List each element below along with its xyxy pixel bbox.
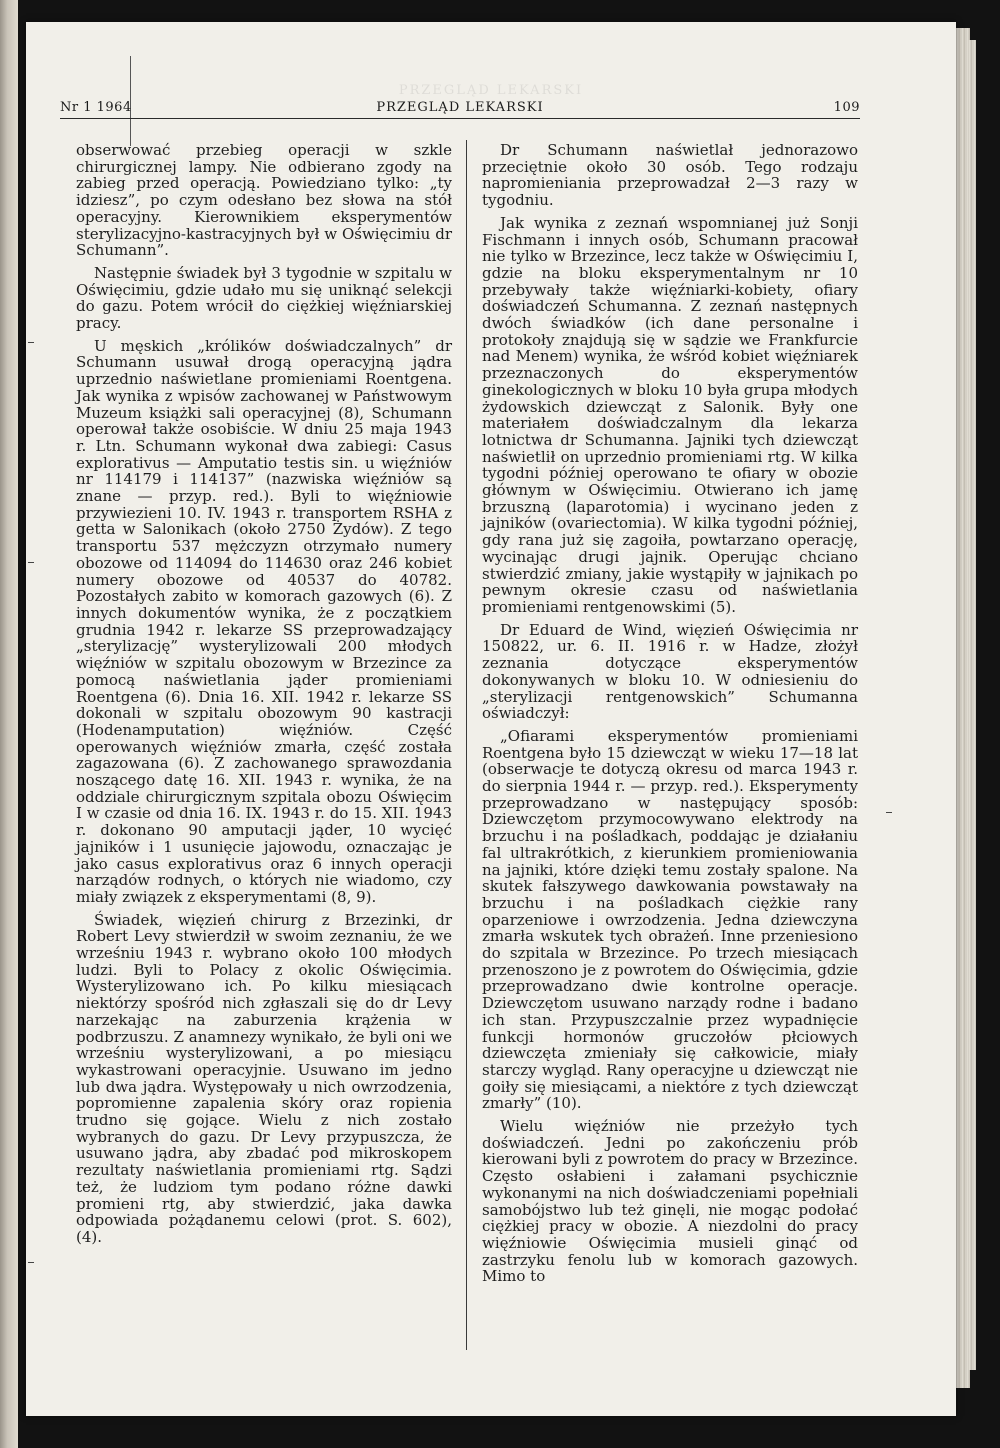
paragraph: Jak wynika z zeznań wspomnianej już Sonji Fischmann i innych osób, Schumann pracował nie tylko w Brzezince, lecz także w Oświęcimiu I, gdzie na bloku eksperymentalnym nr 10 przebywały także więźniarki-kobiety, ofiary doświadczeń Schumanna. Z zeznań następnych dwóch świadków (ich dane personalne i protokoły znajdują się w sądzie we Frankfurcie nad Menem) wynika, że wśród kobiet więźniarek przeznaczonych do eksperymentów ginekologicznych w bloku 10 była grupa młodych żydowskich dziewcząt z Salonik. Były one materiałem doświadczalnym dla lekarza lotnictwa dr Schumanna. Jajniki tych dziewcząt naświetlił on uprzednio promieniami rtg. W kilka tygodni później operowano te ofiary w obozie głównym w Oświęcimiu. Otwierano ich jamę brzuszną (laparotomia) i wycinano jeden z jajników (ovariectomia). W kilka tygodni później, gdy rana już się zagoiła, powtarzano operację, wycinając drugi jajnik. Operując chciano stwierdzić zmiany, jakie wystąpiły w jajnikach po pewnym okresie czasu od naświetlania promieniami rentgenowskimi (5). xyxy=(482,213,858,616)
paragraph: U męskich „królików doświadczalnych” dr Schumann usuwał drogą operacyjną jądra uprzednio naświetlane promieniami Roentgena. Jak wynika z wpisów zachowanej w Państwowym Muzeum książki sali operacyjnej (8), Schumann operował także osobiście. W dniu 25 maja 1943 r. Ltn. Schumann wykonał dwa zabiegi: Casus explorativus — Amputatio testis sin. u więźniów nr 114179 i 114137” (nazwiska więźniów są znane — przyp. red.). Byli to więźniowie przywiezieni 10. IV. 1943 r. transportem RSHA z getta w Salonikach (około 2750 Żydów). Z tego transportu 537 mężczyzn otrzymało numery obozowe od 114094 do 114630 oraz 246 kobiet numery obozowe od 40537 do 40782. Pozostałych zabito w komorach gazowych (6). Z innych dokumentów wynika, że z początkiem grudnia 1942 r. lekarze SS przeprowadzający „sterylizację” wysterylizowali 200 młodych więźniów w szpitalu obozowym w Brzezince za pomocą naświetlania jąder promieniami Roentgena (6). Dnia 16. XII. 1942 r. lekarze SS dokonali w szpitalu obozowym 90 kastracji (Hodenamputation) więźniów. Część operowanych więźniów zmarła, część została zagazowana (6). Z zachowanego sprawozdania noszącego datę 16. XII. 1943 r. wynika, że na oddziale chirurgicznym szpitala obozu Oświęcim I w czasie od dnia 16. IX. 1943 r. do 15. XII. 1943 r. dokonano 90 amputacji jąder, 10 wycięć jajników i 1 usunięcie jajowodu, oznaczając je jako casus explorativus oraz 6 innych operacji narządów rodnych, o których nie wiadomo, czy miały związek z eksperymentami (8, 9). xyxy=(76,336,452,906)
running-header xyxy=(60,96,860,119)
quotation-paragraph: „Ofiarami eksperymentów promieniami Roentgena było 15 dziewcząt w wieku 17—18 lat (obserwacje te dotyczą okresu od marca 1943 r. do sierpnia 1944 r. — przyp. red.). Eksperymenty przeprowadzano w następujący sposób: Dziewczętom przymocowywano elektrody na brzuchu i na pośladkach, poddając je działaniu fal ultrakrótkich, z kierunkiem promieniowania na jajniki, które dzięki temu zostały spalone. Na skutek fałszywego dawkowania powstawały na brzuchu i na pośladkach ciężkie rany oparzeniowe i owrzodzenia. Jedna dziewczyna zmarła wskutek tych obrażeń. Inne przeniesiono do szpitala w Brzezince. Po trzech miesiącach przenoszono je z powrotem do Oświęcimia, gdzie przeprowadzano dwie kontrolne operacje. Dziewczętom usuwano narządy rodne i badano ich stan. Przypuszczalnie przez wypadnięcie funkcji hormonów gruczołów płciowych dziewczęta zmieniały się całkowicie, miały starczy wygląd. Rany operacyjne u dziewcząt nie goiły się miesiącami, a niektóre z tych dziewcząt zmarły” (10). xyxy=(482,726,858,1113)
scan-border-left xyxy=(0,0,18,1448)
right-column xyxy=(482,142,858,1291)
paragraph: Dr Eduard de Wind, więzień Oświęcimia nr 150822, ur. 6. II. 1916 r. w Hadze, złożył zeznania dotyczące eksperymentów dokonywanych w bloku 10. W odniesieniu do „sterylizacji rentgenowskich” Schumanna oświadczył: xyxy=(482,620,858,723)
page-number: 109 xyxy=(833,100,860,115)
paragraph: Następnie świadek był 3 tygodnie w szpitalu w Oświęcimiu, gdzie udało mu się uniknąć selekcji do gazu. Potem wrócił do ciężkiej więźniarskiej pracy. xyxy=(76,263,452,333)
journal-title: PRZEGLĄD LEKARSKI xyxy=(376,100,544,115)
paragraph: Dr Schumann naświetlał jednorazowo przeciętnie około 30 osób. Tego rodzaju napromieniania przeprowadzał 2—3 razy w tygodniu. xyxy=(482,141,858,210)
issue-number: Nr 1 1964 xyxy=(60,100,132,115)
bleed-through-header: PRZEGLĄD LEKARSKI xyxy=(398,83,584,98)
paragraph: Wielu więźniów nie przeżyło tych doświadczeń. Jedni po zakończeniu prób kierowani byli z powrotem do pracy w Brzezince. Często osłabieni i załamani psychicznie wykonanymi na nich doświadczeniami popełniali samobójstwo lub też ginęli, nie mogąc podołać ciężkiej pracy w obozie. A niezdolni do pracy więźniowie Oświęcimia musieli ginąć od zastrzyku fenolu lub w komorach gazowych. Mimo to xyxy=(482,1117,858,1286)
paragraph: obserwować przebieg operacji w szkle chirurgicznej lampy. Nie odbierano zgody na zabieg przed operacją. Powiedziano tylko: „ty idziesz”, po czym odesłano bez słowa na stół operacyjny. Kierownikiem eksperymentów sterylizacyjno-kastracyjnych był w Oświęcimiu dr Schumann”. xyxy=(76,141,452,260)
column-divider xyxy=(466,140,467,1350)
page-stack-edge-outer xyxy=(968,40,976,1370)
paragraph: Świadek, więzień chirurg z Brzezinki, dr Robert Levy stwierdził w swoim zeznaniu, że we wrześniu 1943 r. wybrano około 100 młodych ludzi. Byli to Polacy z okolic Oświęcimia. Wysterylizowano ich. Po kilku miesiącach niektórzy spośród nich zgłaszali się do dr Levy narzekając na zaburzenia krążenia w podbrzuszu. Z anamnezy wynikało, że byli oni we wrześniu wysterylizowani, a po miesiącu wykastrowani operacyjnie. Usuwano im jedno lub dwa jądra. Występowały u nich owrzodzenia, popromienne zapalenia skóry oraz ropienia trudno się gojące. Wielu z nich zostało wybranych do gazu. Dr Levy przypuszcza, że usuwano jądra, aby zbadać pod mikroskopem rezultaty naświetlania promieniami rtg. Sądzi też, że ludziom tym podano różne dawki promieni rtg, aby stwierdzić, jaka dawka odpowiada pożądanemu celowi (prot. S. 602), (4). xyxy=(76,910,452,1246)
left-column xyxy=(76,142,452,1252)
document-page xyxy=(26,22,956,1416)
